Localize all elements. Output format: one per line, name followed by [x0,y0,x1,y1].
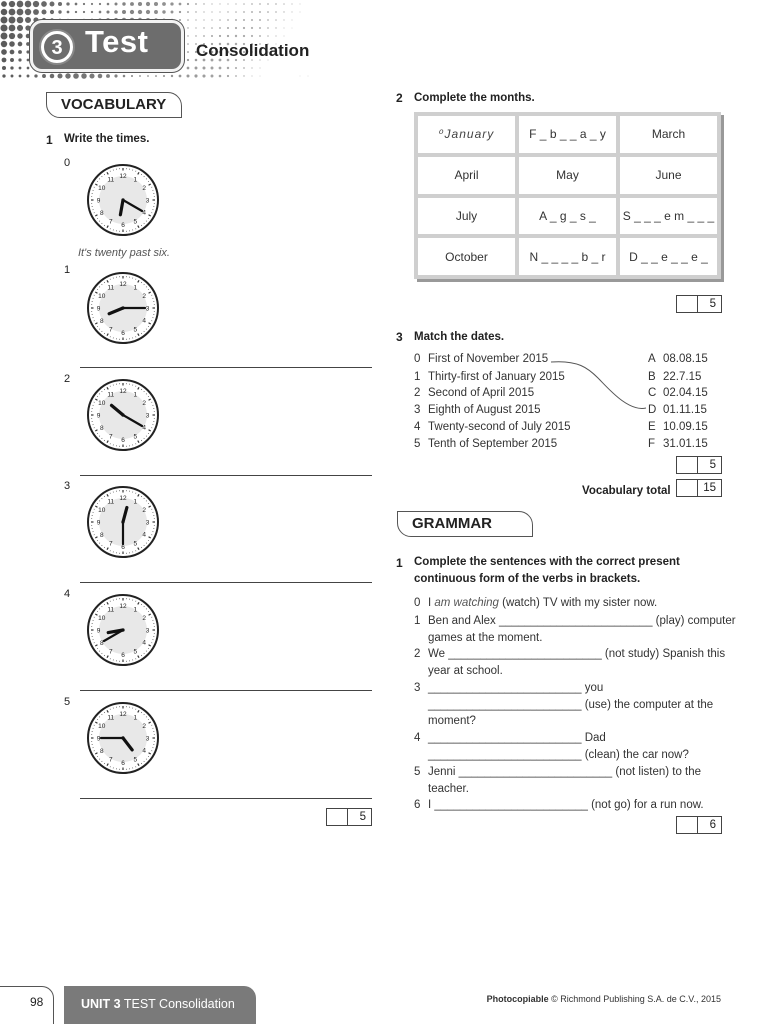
month-cell: May [519,157,616,194]
svg-text:5: 5 [133,326,138,334]
svg-text:6: 6 [121,437,125,444]
svg-text:5: 5 [133,540,138,548]
grammar-q1-score-box[interactable] [676,816,722,834]
match-item: 3 Eighth of August 2015 [414,404,541,416]
unit-number-badge [37,27,77,67]
answer-line-2[interactable] [80,475,372,476]
svg-text:1: 1 [133,714,138,722]
clock-index: 2 [64,373,71,385]
match-option: F 31.01.15 [648,438,708,450]
month-cell[interactable]: N _ _ _ _ b _ r [519,238,616,275]
svg-text:12: 12 [119,281,127,288]
svg-text:7: 7 [108,218,113,226]
svg-text:2: 2 [142,723,147,731]
svg-text:11: 11 [107,498,115,506]
svg-text:3: 3 [145,627,150,635]
match-item: 1 Thirty-first of January 2015 [414,371,565,383]
match-item: 5 Tenth of September 2015 [414,438,558,450]
match-option: D 01.11.15 [648,404,707,416]
grammar-q1-instruction: Complete the sentences with the correct present continuous form of the verbs in brackets. [414,556,680,585]
vocab-q3-instruction: Match the dates. [414,331,505,343]
vocab-q1-instruction: Write the times. [64,133,150,145]
svg-text:4: 4 [142,747,147,755]
svg-text:8: 8 [99,424,104,432]
svg-text:4: 4 [142,424,147,432]
svg-text:5: 5 [133,756,138,764]
svg-text:10: 10 [98,507,106,515]
svg-text:5: 5 [133,648,138,656]
svg-text:10: 10 [98,615,106,623]
clock-face [86,593,160,667]
month-cell: March [620,116,717,153]
month-cell: July [418,198,515,235]
svg-text:1: 1 [133,176,138,184]
vocab-q1-score-box[interactable] [326,808,372,826]
clock-index: 5 [64,696,71,708]
svg-text:4: 4 [142,639,147,647]
month-cell[interactable]: S _ _ _ e m _ _ _ [620,198,717,235]
svg-text:11: 11 [107,176,115,184]
svg-text:10: 10 [98,185,106,193]
svg-text:12: 12 [119,173,127,180]
clock-index: 1 [64,264,71,276]
svg-text:9: 9 [96,197,101,205]
svg-text:12: 12 [119,495,127,502]
match-option: A 08.08.15 [648,353,708,365]
month-cell: June [620,157,717,194]
svg-text:11: 11 [107,391,115,399]
svg-text:2: 2 [142,185,147,193]
svg-text:4: 4 [142,317,147,325]
svg-text:8: 8 [99,317,104,325]
vocab-q1-number: 1 [46,133,53,147]
score-max: 15 [703,482,716,494]
svg-text:8: 8 [99,747,104,755]
svg-text:7: 7 [108,540,113,548]
svg-text:2: 2 [142,400,147,408]
svg-text:3: 3 [145,197,150,205]
example-answer: It's twenty past six. [78,247,170,259]
match-option: B 22.7.15 [648,371,702,383]
copyright-notice: Photocopiable © Richmond Publishing S.A. de C.V., 2015 [486,994,721,1004]
answer-line-1[interactable] [80,367,372,368]
svg-text:1: 1 [133,284,138,292]
svg-text:7: 7 [108,756,113,764]
vocabulary-total-label: Vocabulary total [582,485,671,497]
svg-text:6: 6 [121,760,125,767]
page-number-tab [0,986,54,1024]
svg-text:6: 6 [121,330,125,337]
match-option: E 10.09.15 [648,421,708,433]
score-max: 5 [709,298,716,310]
page-subtitle: Consolidation [196,41,310,60]
clock-face [86,485,160,559]
svg-text:3: 3 [145,412,150,420]
months-table [414,112,721,279]
match-option: C 02.04.15 [648,387,708,399]
score-max: 5 [359,811,366,823]
svg-text:9: 9 [96,412,101,420]
svg-text:1: 1 [133,391,138,399]
svg-text:7: 7 [108,326,113,334]
vocab-q3-number: 3 [396,330,403,344]
svg-text:12: 12 [119,388,127,395]
svg-text:1: 1 [133,606,138,614]
svg-text:11: 11 [107,284,115,292]
svg-text:3: 3 [145,519,150,527]
svg-text:9: 9 [96,305,101,313]
page-number: 98 [30,995,44,1009]
clock-face [86,378,160,452]
svg-text:9: 9 [96,627,101,635]
score-max: 5 [709,459,716,471]
month-cell: ⁰January [418,116,515,153]
svg-text:3: 3 [51,37,63,59]
svg-text:8: 8 [99,531,104,539]
score-max: 6 [709,819,716,831]
answer-line-4[interactable] [80,690,372,691]
svg-text:3: 3 [145,735,150,743]
svg-text:11: 11 [107,714,115,722]
svg-text:6: 6 [121,544,125,551]
svg-text:4: 4 [142,531,147,539]
svg-text:7: 7 [108,433,113,441]
month-cell: April [418,157,515,194]
clock-index: 3 [64,480,71,492]
month-cell[interactable]: A _ g _ s _ [519,198,616,235]
clock-face [86,701,160,775]
svg-text:2: 2 [142,507,147,515]
svg-text:10: 10 [98,400,106,408]
vocab-q2-instruction: Complete the months. [414,92,535,104]
grammar-section-label: GRAMMAR [397,511,533,537]
answer-line-3[interactable] [80,582,372,583]
match-item: 0 First of November 2015 [414,353,549,365]
svg-text:2: 2 [142,293,147,301]
svg-text:2: 2 [142,615,147,623]
svg-text:11: 11 [107,606,115,614]
clock-index: 0 [64,157,71,169]
page-title: Test [85,24,149,59]
svg-text:8: 8 [99,639,104,647]
svg-text:10: 10 [98,723,106,731]
svg-text:5: 5 [133,218,138,226]
vocab-q2-number: 2 [396,91,403,105]
answer-line-5[interactable] [80,798,372,799]
svg-text:10: 10 [98,293,106,301]
grammar-q1-number: 1 [396,556,403,570]
clock-index: 4 [64,588,71,600]
match-item: 2 Second of April 2015 [414,387,535,399]
month-cell: October [418,238,515,275]
month-cell[interactable]: F _ b _ _ a _ y [519,116,616,153]
month-cell[interactable]: D _ _ e _ _ e _ [620,238,717,275]
svg-text:1: 1 [133,498,138,506]
svg-text:7: 7 [108,648,113,656]
clock-face [86,163,160,237]
example-match-connector [548,356,648,414]
svg-text:12: 12 [119,603,127,610]
vocab-q3-score-box[interactable] [676,456,722,474]
match-item: 4 Twenty-second of July 2015 [414,421,571,433]
clock-face [86,271,160,345]
svg-text:5: 5 [133,433,138,441]
svg-text:3: 3 [145,305,150,313]
footer-unit-tab: UNIT 3 TEST Consolidation [64,986,256,1024]
svg-text:6: 6 [121,652,125,659]
svg-text:6: 6 [121,222,125,229]
vocab-q2-score-box[interactable] [676,295,722,313]
svg-text:4: 4 [142,209,147,217]
svg-text:9: 9 [96,735,101,743]
svg-text:12: 12 [119,711,127,718]
svg-text:8: 8 [99,209,104,217]
vocabulary-total-box[interactable] [676,479,722,497]
vocabulary-section-label: VOCABULARY [46,92,182,118]
svg-text:9: 9 [96,519,101,527]
